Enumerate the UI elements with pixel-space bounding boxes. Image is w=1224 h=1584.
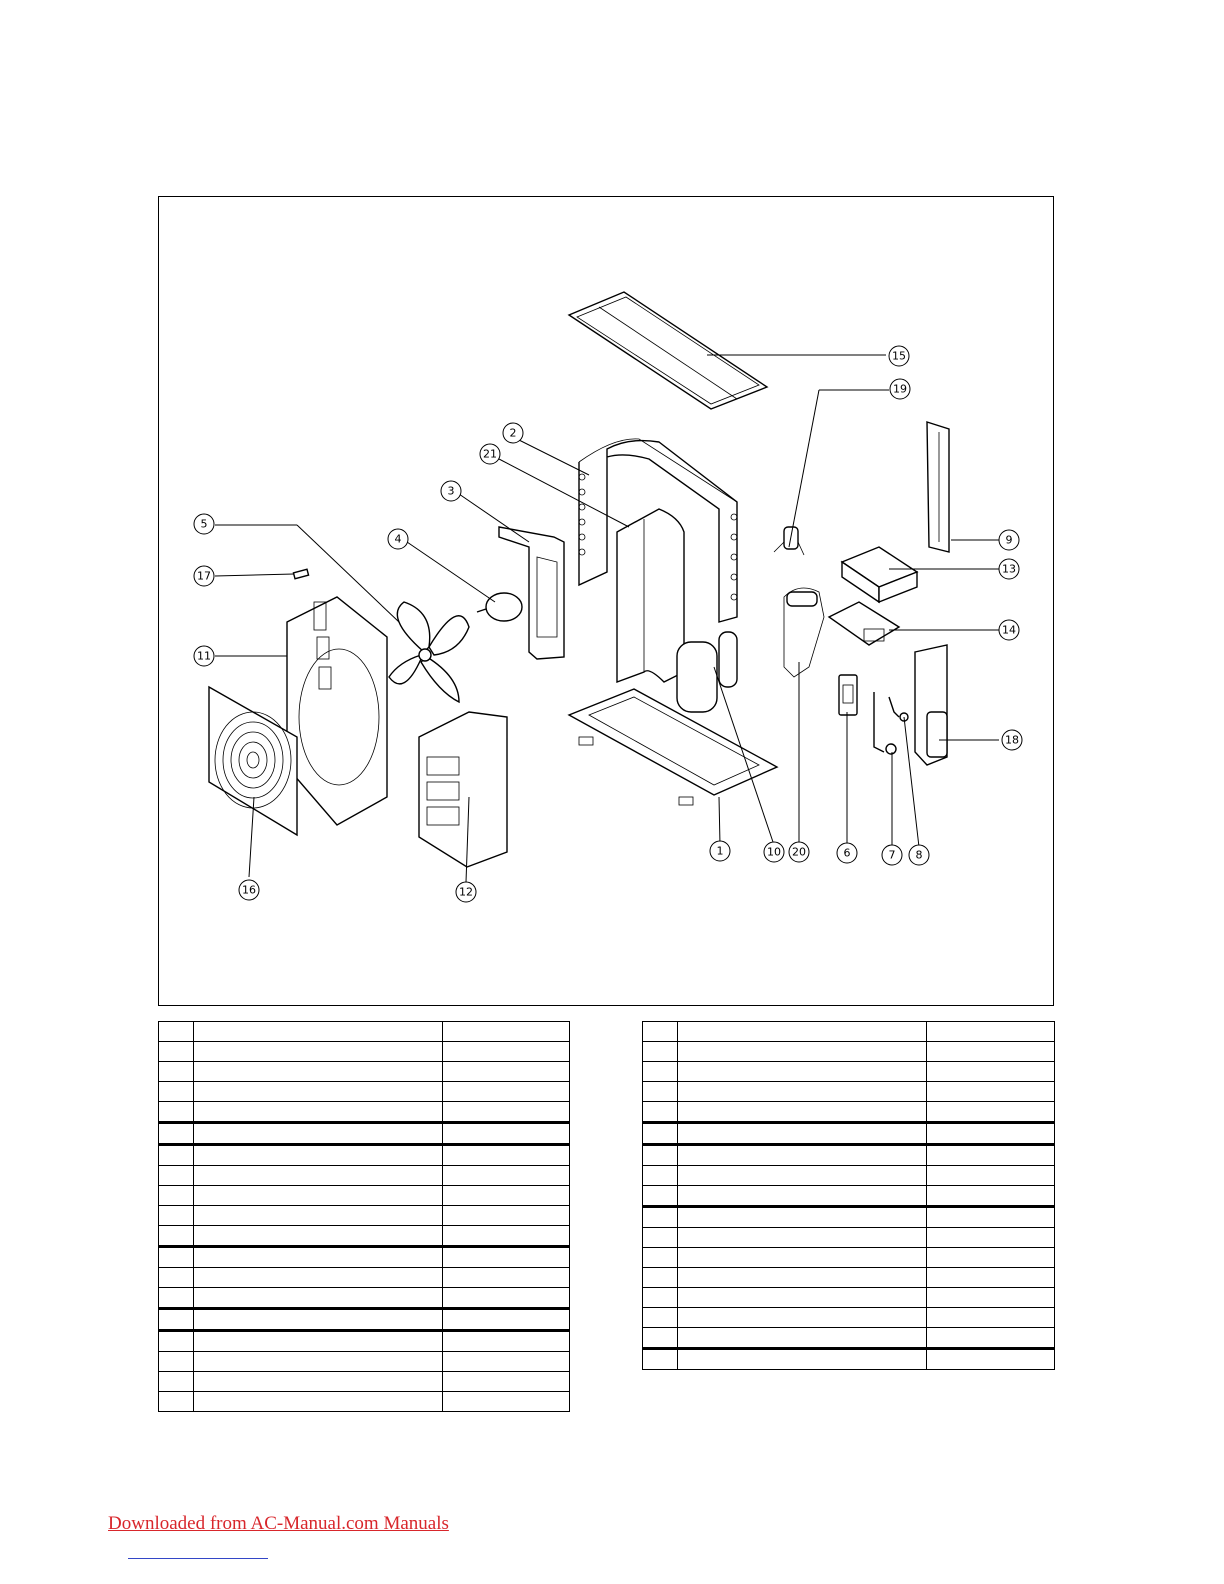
exploded-diagram-svg <box>159 197 1055 1007</box>
fan-motor-part <box>477 593 522 621</box>
download-source-link[interactable]: Downloaded from AC-Manual.com Manuals <box>108 1513 449 1534</box>
callout-20 <box>789 842 809 862</box>
svg-text:13: 13 <box>1002 562 1016 576</box>
right-side-panel-part <box>419 712 507 867</box>
exploded-view-drawing <box>158 196 1054 1006</box>
svg-text:16: 16 <box>242 883 256 897</box>
clip-part <box>293 569 308 578</box>
table-row <box>159 1062 570 1082</box>
callout-19 <box>890 379 910 399</box>
svg-text:14: 14 <box>1002 623 1016 637</box>
table-row <box>159 1123 570 1145</box>
table-row <box>159 1372 570 1392</box>
callout-11 <box>194 646 214 666</box>
table-row <box>643 1248 1055 1268</box>
table-row <box>159 1309 570 1331</box>
fan-blade-part <box>389 602 469 702</box>
temperature-sensor-part <box>774 527 804 555</box>
top-cover-part <box>569 292 767 409</box>
table-row <box>159 1331 570 1352</box>
svg-text:17: 17 <box>197 569 211 583</box>
table-row <box>159 1186 570 1206</box>
svg-text:2: 2 <box>509 426 517 440</box>
table-row <box>643 1062 1055 1082</box>
svg-text:10: 10 <box>767 845 781 859</box>
table-row <box>159 1288 570 1309</box>
table-row <box>643 1186 1055 1207</box>
svg-text:1: 1 <box>716 844 724 858</box>
callout-17 <box>194 566 214 586</box>
service-valve-part <box>874 692 908 754</box>
callout-9 <box>999 530 1019 550</box>
callout-1 <box>710 841 730 861</box>
table-row <box>643 1268 1055 1288</box>
svg-text:11: 11 <box>197 649 211 663</box>
table-row <box>159 1206 570 1226</box>
table-row <box>643 1207 1055 1228</box>
valve-cover-part <box>915 645 947 765</box>
svg-text:8: 8 <box>915 848 923 862</box>
table-row <box>159 1082 570 1102</box>
table-row <box>159 1392 570 1412</box>
front-panel-part <box>287 597 387 825</box>
callout-2 <box>503 423 523 443</box>
table-row <box>643 1042 1055 1062</box>
svg-text:20: 20 <box>792 845 806 859</box>
callout-18 <box>1002 730 1022 750</box>
callout-14 <box>999 620 1019 640</box>
table-row <box>159 1042 570 1062</box>
table-row <box>643 1082 1055 1102</box>
compressor-part <box>677 632 737 712</box>
callout-13 <box>999 559 1019 579</box>
table-row <box>159 1102 570 1123</box>
callout-6 <box>837 843 857 863</box>
svg-text:3: 3 <box>447 484 455 498</box>
table-row <box>643 1145 1055 1166</box>
table-row <box>159 1145 570 1166</box>
callout-16 <box>239 880 259 900</box>
callout-15 <box>889 346 909 366</box>
callout-5 <box>194 514 214 534</box>
table-row <box>643 1328 1055 1349</box>
parts-list-table-right <box>642 1021 1055 1370</box>
electric-box-cover-part <box>842 547 917 602</box>
table-row <box>643 1166 1055 1186</box>
callout-8 <box>909 845 929 865</box>
table-row <box>643 1123 1055 1145</box>
footer-divider <box>128 1558 268 1559</box>
control-board-part <box>829 602 899 645</box>
table-row <box>643 1228 1055 1248</box>
four-way-valve-part <box>784 588 824 677</box>
svg-text:21: 21 <box>483 447 497 461</box>
svg-text:7: 7 <box>888 848 896 862</box>
table-row <box>643 1288 1055 1308</box>
table-row <box>159 1226 570 1247</box>
svg-text:6: 6 <box>843 846 851 860</box>
svg-text:15: 15 <box>892 349 906 363</box>
table-row <box>643 1308 1055 1328</box>
callout-10 <box>764 842 784 862</box>
svg-text:19: 19 <box>893 382 907 396</box>
table-row <box>159 1166 570 1186</box>
terminal-block-part <box>839 675 857 715</box>
parts-list-table-left <box>158 1021 570 1412</box>
svg-text:9: 9 <box>1005 533 1013 547</box>
table-row <box>643 1102 1055 1123</box>
callout-7 <box>882 845 902 865</box>
base-pan-part <box>569 689 777 805</box>
right-panel-part <box>927 422 949 552</box>
svg-text:12: 12 <box>459 885 473 899</box>
callout-3 <box>441 481 461 501</box>
partition-plate-part <box>617 509 684 682</box>
callout-21 <box>480 444 500 464</box>
table-row <box>159 1268 570 1288</box>
table-row <box>159 1247 570 1268</box>
table-row <box>643 1022 1055 1042</box>
table-row <box>643 1349 1055 1370</box>
svg-text:4: 4 <box>394 532 402 546</box>
table-row <box>159 1352 570 1372</box>
svg-text:18: 18 <box>1005 733 1019 747</box>
svg-text:5: 5 <box>200 517 208 531</box>
callout-4 <box>388 529 408 549</box>
table-row <box>159 1022 570 1042</box>
callout-12 <box>456 882 476 902</box>
